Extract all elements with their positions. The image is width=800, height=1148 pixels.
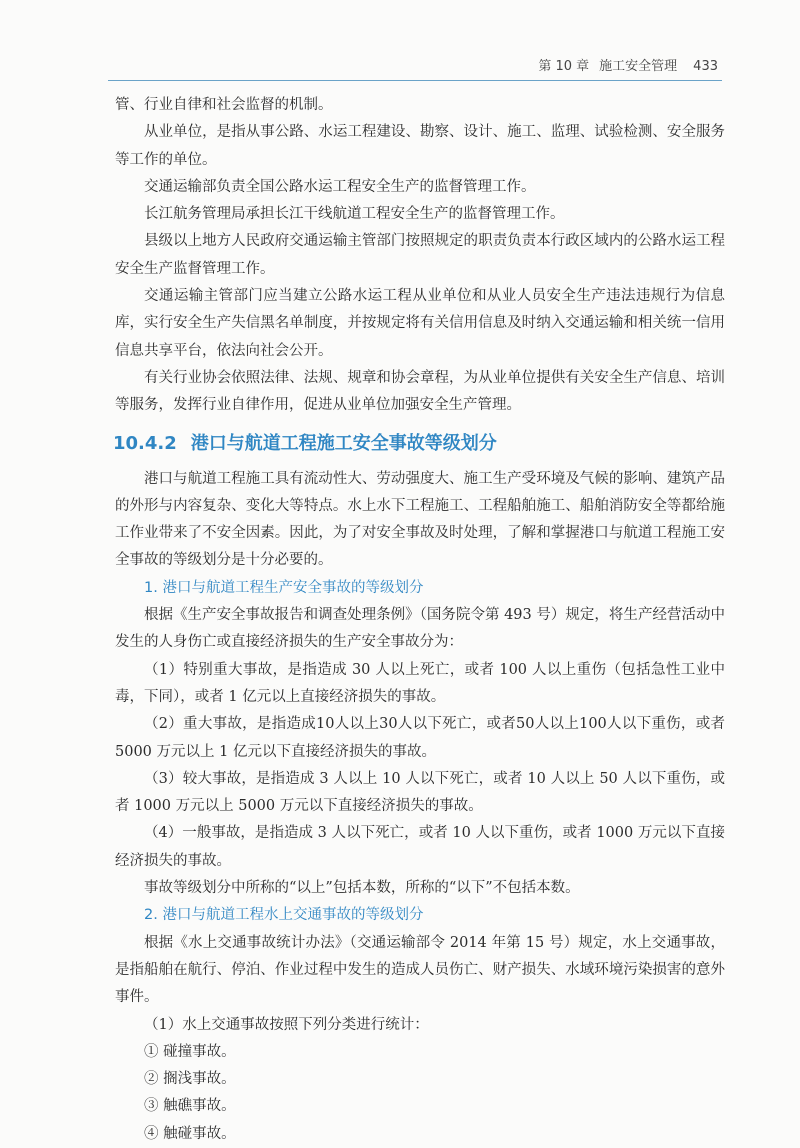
paragraph: 根据《水上交通事故统计办法》（交通运输部令 2014 年第 15 号）规定，水上交通事故，是指船舶在航行、停泊、作业过程中发生的造成人员伤亡、财产损失、水域环境污染损害的意外事件。 — [115, 934, 725, 1006]
list-item: ② 搁浅事故。 — [144, 1071, 236, 1088]
paragraph: 从业单位，是指从事公路、水运工程建设、勘察、设计、施工、监理、试验检测、安全服务等工作的单位。 — [115, 124, 725, 168]
section-number: 10.4.2 — [113, 432, 177, 454]
header-rule — [108, 80, 722, 81]
paragraph: 根据《生产安全事故报告和调查处理条例》（国务院令第 493 号）规定，将生产经营活动中发生的人身伤亡或直接经济损失的生产安全事故分为： — [115, 607, 725, 651]
section-title: 港口与航道工程施工安全事故等级划分 — [190, 432, 497, 454]
page-header — [0, 55, 800, 81]
list-item: （4）一般事故，是指造成 3 人以下死亡，或者 10 人以下重伤，或者 1000 万元以下直接经济损失的事故。 — [115, 825, 725, 869]
page-number: 433 — [693, 59, 718, 74]
chapter-number: 第 10 章 — [538, 59, 590, 74]
paragraph: 事故等级划分中所称的“以上”包括本数，所称的“以下”不包括本数。 — [144, 880, 580, 897]
paragraph: 交通运输主管部门应当建立公路水运工程从业单位和从业人员安全生产违法违规行为信息库，实行安全生产失信黑名单制度，并按规定将有关信用信息及时纳入交通运输和相关统一信用信息共享平台，依法向社会公开。 — [115, 288, 725, 359]
list-item: ① 碰撞事故。 — [144, 1043, 236, 1060]
list-item: ③ 触礁事故。 — [144, 1098, 236, 1115]
section-heading — [113, 430, 725, 458]
subsection-heading-1: 1. 港口与航道工程生产安全事故的等级划分 — [144, 579, 424, 596]
page-body — [115, 92, 725, 1148]
list-item: ④ 触碰事故。 — [144, 1125, 236, 1142]
running-head — [528, 55, 718, 74]
list-item: （1）水上交通事故按照下列分类进行统计： — [144, 1016, 429, 1033]
list-item: （1）特别重大事故，是指造成 30 人以上死亡，或者 100 人以上重伤（包括急性工业中毒，下同），或者 1 亿元以上直接经济损失的事故。 — [115, 661, 725, 705]
paragraph: 交通运输部负责全国公路水运工程安全生产的监督管理工作。 — [144, 178, 536, 195]
paragraph: 管、行业自律和社会监督的机制。 — [115, 97, 333, 113]
paragraph: 县级以上地方人民政府交通运输主管部门按照规定的职责负责本行政区域内的公路水运工程安全生产监督管理工作。 — [115, 233, 725, 277]
list-item: （3）较大事故，是指造成 3 人以上 10 人以下死亡，或者 10 人以上 50 人以下重伤，或者 1000 万元以上 5000 万元以下直接经济损失的事故。 — [115, 770, 725, 815]
section-intro: 港口与航道工程施工具有流动性大、劳动强度大、施工生产受环境及气候的影响、建筑产品的外形与内容复杂、变化大等特点。水上水下工程施工、工程船舶施工、船舶消防安全等都给施工作业带来了不安全因素。因此，为了对安全事故及时处理，了解和掌握港口与航道工程施工安全事故的等级划分是十分必要的。 — [115, 470, 725, 569]
list-item: （2）重大事故，是指造成10人以上30人以下死亡，或者50人以上100人以下重伤，或者 5000 万元以上 1 亿元以下直接经济损失的事故。 — [115, 716, 725, 760]
chapter-title: 施工安全管理 — [599, 59, 678, 74]
subsection-heading-2: 2. 港口与航道工程水上交通事故的等级划分 — [144, 907, 424, 924]
paragraph: 有关行业协会依照法律、法规、规章和协会章程，为从业单位提供有关安全生产信息、培训等服务，发挥行业自律作用，促进从业单位加强安全生产管理。 — [115, 369, 725, 414]
paragraph: 长江航务管理局承担长江干线航道工程安全生产的监督管理工作。 — [144, 206, 565, 223]
